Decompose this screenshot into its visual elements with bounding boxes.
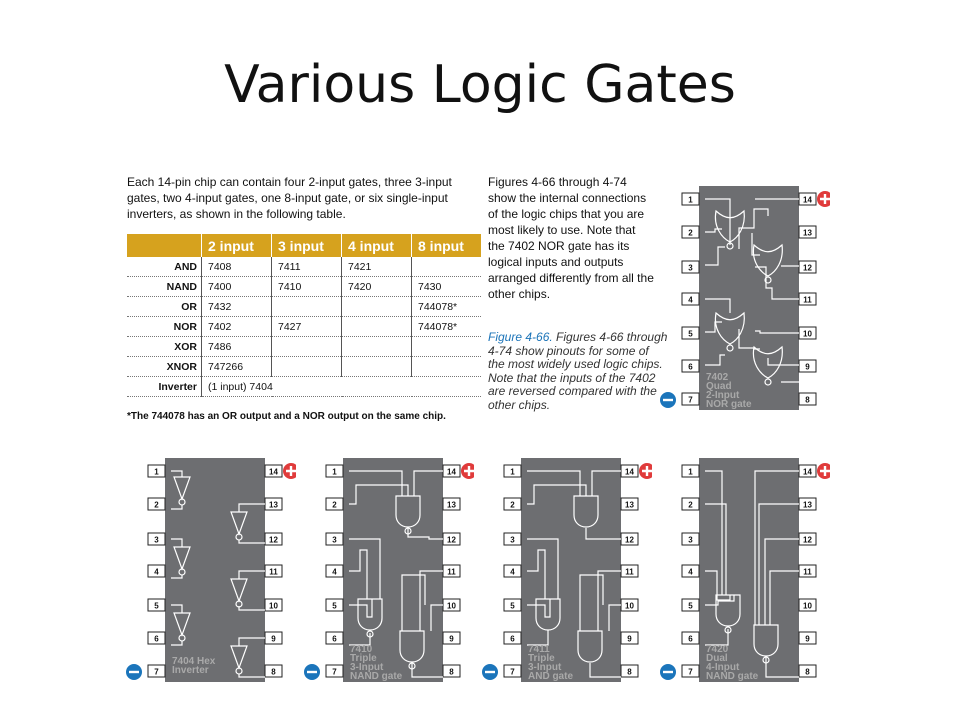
- row-label: NAND: [127, 277, 202, 297]
- pin-number: 9: [805, 634, 810, 644]
- chip-label-line: 7411: [528, 644, 550, 655]
- row-label: Inverter: [127, 377, 202, 397]
- table-cell: 7421: [342, 257, 412, 277]
- pin-number: 5: [688, 601, 693, 611]
- pin-number: 8: [271, 667, 276, 677]
- pin-number: 12: [803, 263, 812, 273]
- pin-number: 1: [688, 195, 693, 205]
- pin-number: 11: [269, 567, 278, 577]
- table-cell: 7420: [342, 277, 412, 297]
- minus-icon: [303, 663, 321, 681]
- table-cell: 7402: [202, 317, 272, 337]
- chip-label-line: 3-Input: [528, 662, 562, 673]
- table-cell: [412, 337, 482, 357]
- pin-number: 4: [510, 567, 515, 577]
- pin-number: 2: [154, 500, 159, 510]
- pin-number: 8: [805, 667, 810, 677]
- chip-label-line: Dual: [706, 653, 728, 664]
- pin-number: 7: [688, 667, 693, 677]
- pin-number: 14: [625, 467, 634, 477]
- minus-icon: [659, 663, 677, 681]
- chip-label-line: NOR gate: [706, 399, 752, 410]
- caption-text: Figures 4-66 through 4-74 show pinouts for some of the most widely used logic chips. Note that the inputs of the 7402 are reversed compared with the other chips.: [488, 330, 668, 412]
- pin-number: 3: [510, 535, 515, 545]
- pin-number: 5: [332, 601, 337, 611]
- pin-number: 1: [154, 467, 159, 477]
- row-label: XOR: [127, 337, 202, 357]
- pin-number: 1: [510, 467, 515, 477]
- pin-number: 14: [447, 467, 456, 477]
- description-text: Figures 4-66 through 4-74 show the internal connections of the logic chips that you are most likely to use. Note that the 7402 NOR gate has its logical inputs and outputs arranged differently from all the other chips.: [488, 175, 654, 301]
- pin-number: 5: [688, 329, 693, 339]
- table-header: 2 input: [202, 234, 272, 257]
- chip-7404-svg: [146, 455, 296, 685]
- pin-number: 13: [447, 500, 456, 510]
- pin-number: 3: [688, 535, 693, 545]
- chip-label-line: AND gate: [528, 671, 574, 682]
- pin-number: 10: [447, 601, 456, 611]
- pin-number: 7: [154, 667, 159, 677]
- chip-7404-label: [172, 657, 242, 675]
- pin-number: 14: [269, 467, 278, 477]
- pin-number: 9: [449, 634, 454, 644]
- table-cell: [412, 257, 482, 277]
- pin-number: 7: [510, 667, 515, 677]
- pin-number: 6: [332, 634, 337, 644]
- minus-icon: [481, 663, 499, 681]
- pin-number: 5: [510, 601, 515, 611]
- pin-number: 2: [688, 500, 693, 510]
- table-cell: 7486: [202, 337, 272, 357]
- chip-label-line: Inverter: [172, 665, 209, 676]
- pin-number: 2: [688, 228, 693, 238]
- table-footnote: *The 744078 has an OR output and a NOR output on the same chip.: [127, 411, 446, 422]
- chip-7402-label: [706, 373, 776, 409]
- pin-number: 6: [688, 362, 693, 372]
- pin-number: 4: [688, 567, 693, 577]
- pin-number: 6: [154, 634, 159, 644]
- chip-label-line: NAND gate: [350, 671, 403, 682]
- pin-number: 4: [332, 567, 337, 577]
- figure-caption: [488, 331, 668, 412]
- chip-7404-diagram: [146, 455, 296, 685]
- table-cell: 7427: [272, 317, 342, 337]
- chip-7411-diagram: [502, 455, 652, 685]
- table-cell: 744078*: [412, 317, 482, 337]
- pin-number: 12: [803, 535, 812, 545]
- table-cell: [342, 357, 412, 377]
- pin-number: 7: [688, 395, 693, 405]
- slide-title: Various Logic Gates: [224, 55, 736, 115]
- table-cell: 7411: [272, 257, 342, 277]
- table-cell: 7430: [412, 277, 482, 297]
- pin-number: 10: [803, 329, 812, 339]
- pin-number: 2: [510, 500, 515, 510]
- pin-number: 7: [332, 667, 337, 677]
- table-cell: 744078*: [412, 297, 482, 317]
- chip-7420-label: [706, 645, 776, 681]
- pin-number: 13: [803, 500, 812, 510]
- table-cell: [412, 357, 482, 377]
- table-row: [127, 337, 481, 357]
- pin-number: 9: [271, 634, 276, 644]
- table-header-row: [127, 234, 481, 257]
- chip-7410-label: [350, 645, 420, 681]
- chip-label-line: Triple: [350, 653, 377, 664]
- table-cell: 7408: [202, 257, 272, 277]
- pin-number: 3: [154, 535, 159, 545]
- chip-label-line: 7402: [706, 372, 729, 383]
- row-label: NOR: [127, 317, 202, 337]
- logic-chip-table: [127, 234, 481, 397]
- chip-label-line: 4-Input: [706, 662, 740, 673]
- chip-label-line: 7410: [350, 644, 373, 655]
- pin-number: 10: [803, 601, 812, 611]
- pin-number: 10: [269, 601, 278, 611]
- table-cell: 7400: [202, 277, 272, 297]
- table-row: [127, 297, 481, 317]
- chip-label-line: 7420: [706, 644, 729, 655]
- table-cell: 747266: [202, 357, 272, 377]
- pin-number: 6: [688, 634, 693, 644]
- table-cell: [342, 337, 412, 357]
- table-header: 4 input: [342, 234, 412, 257]
- pin-number: 11: [803, 567, 812, 577]
- table-row: [127, 377, 481, 397]
- pin-number: 14: [803, 195, 812, 205]
- pin-number: 12: [269, 535, 278, 545]
- pin-number: 1: [332, 467, 337, 477]
- pin-number: 4: [688, 295, 693, 305]
- table-row: [127, 277, 481, 297]
- pin-number: 3: [688, 263, 693, 273]
- table-cell: (1 input) 7404: [202, 377, 482, 397]
- chip-label-line: Triple: [528, 653, 555, 664]
- pin-number: 4: [154, 567, 159, 577]
- caption-figure-number: Figure 4-66.: [488, 330, 553, 344]
- table-cell: [272, 297, 342, 317]
- pin-number: 10: [625, 601, 634, 611]
- minus-icon: [125, 663, 143, 681]
- pin-number: 12: [625, 535, 634, 545]
- pin-number: 2: [332, 500, 337, 510]
- pin-number: 6: [510, 634, 515, 644]
- table-header: 3 input: [272, 234, 342, 257]
- pin-number: 12: [447, 535, 456, 545]
- table-cell: [342, 297, 412, 317]
- minus-icon: [659, 391, 677, 409]
- pin-number: 11: [803, 295, 812, 305]
- chip-label-line: NAND gate: [706, 671, 759, 682]
- table-cell: [342, 317, 412, 337]
- chip-label-line: Quad: [706, 381, 732, 392]
- pin-number: 11: [625, 567, 634, 577]
- table-cell: 7432: [202, 297, 272, 317]
- chip-7420-diagram: [680, 455, 830, 685]
- chip-label-line: 7404 Hex: [172, 656, 216, 667]
- chip-label-line: 3-Input: [350, 662, 384, 673]
- chip-7402-diagram: [680, 183, 830, 413]
- pin-number: 13: [269, 500, 278, 510]
- chip-label-line: 2-Input: [706, 390, 740, 401]
- pin-number: 13: [803, 228, 812, 238]
- row-label: AND: [127, 257, 202, 277]
- table-header: 8 input: [412, 234, 482, 257]
- row-label: XNOR: [127, 357, 202, 377]
- table-row: [127, 257, 481, 277]
- table-cell: [272, 337, 342, 357]
- pin-number: 5: [154, 601, 159, 611]
- pin-number: 1: [688, 467, 693, 477]
- row-label: OR: [127, 297, 202, 317]
- table-row: [127, 357, 481, 377]
- pin-number: 3: [332, 535, 337, 545]
- pin-number: 9: [627, 634, 632, 644]
- pin-number: 11: [447, 567, 456, 577]
- chip-7410-diagram: [324, 455, 474, 685]
- table-cell: [272, 357, 342, 377]
- pin-number: 14: [803, 467, 812, 477]
- pin-number: 8: [627, 667, 632, 677]
- table-cell: 7410: [272, 277, 342, 297]
- chip-7411-label: [528, 645, 598, 681]
- table-row: [127, 317, 481, 337]
- pin-number: 9: [805, 362, 810, 372]
- table-header: [127, 234, 202, 257]
- pin-number: 8: [449, 667, 454, 677]
- intro-text: Each 14-pin chip can contain four 2-input gates, three 3-input gates, two 4-input gates, one 8-input gate, or six single-input inverters, as shown in the following table.: [127, 175, 452, 221]
- pin-number: 13: [625, 500, 634, 510]
- pin-number: 8: [805, 395, 810, 405]
